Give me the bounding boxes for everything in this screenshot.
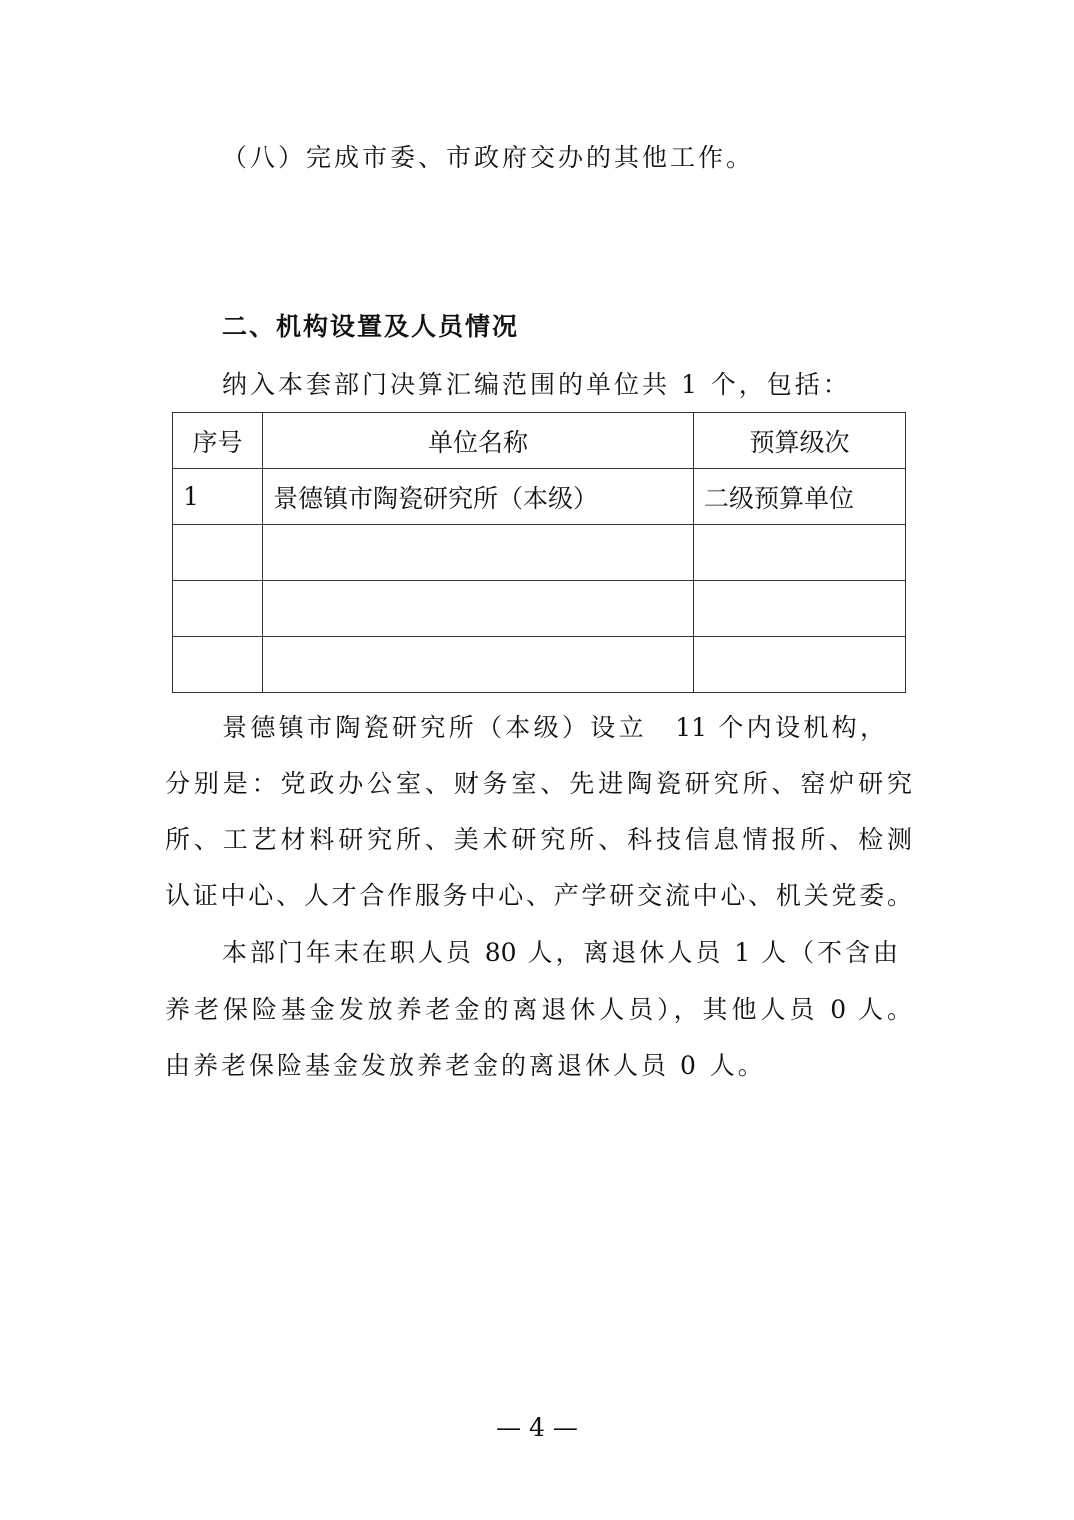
page-number: — 4 — [496,1413,578,1442]
paragraph-line: 本部门年末在职人员 80 人，离退休人员 1 人（不含由 [222,938,898,967]
table-cell [694,581,906,637]
intro-line: （八）完成市委、市政府交办的其他工作。 [222,143,755,172]
header-cell: 预算级次 [694,413,906,469]
table-cell: 二级预算单位 [694,469,906,525]
table-cell [173,581,263,637]
scope-line: 纳入本套部门决算汇编范围的单位共 1 个，包括： [222,370,851,399]
table-cell [694,637,906,693]
section-heading: 二、机构设置及人员情况 [222,312,520,341]
paragraph-line: 认证中心、人才合作服务中心、产学研交流中心、机关党委。 [165,881,912,910]
unit-table [172,412,906,693]
table-row [173,469,906,525]
paragraph-line: 养老保险基金发放养老金的离退休人员），其他人员 0 人。 [165,995,912,1024]
paragraph-line: 由养老保险基金发放养老金的离退休人员 0 人。 [165,1051,766,1080]
header-cell: 序号 [173,413,263,469]
table-header-row [173,413,906,469]
table-cell [173,525,263,581]
paragraph-line: 所、工艺材料研究所、美术研究所、科技信息情报所、检测 [165,825,912,854]
table-cell [694,525,906,581]
table-row [173,525,906,581]
table-row [173,637,906,693]
table-cell [263,581,694,637]
table-cell [263,637,694,693]
paragraph-line: 分别是：党政办公室、财务室、先进陶瓷研究所、窑炉研究 [165,769,912,798]
table-cell [173,637,263,693]
table-cell: 景德镇市陶瓷研究所（本级） [263,469,694,525]
header-cell: 单位名称 [263,413,694,469]
table-cell: 1 [173,469,263,525]
table-row [173,581,906,637]
paragraph-line: 景德镇市陶瓷研究所（本级）设立 11 个内设机构， [222,713,885,742]
table-cell [263,525,694,581]
